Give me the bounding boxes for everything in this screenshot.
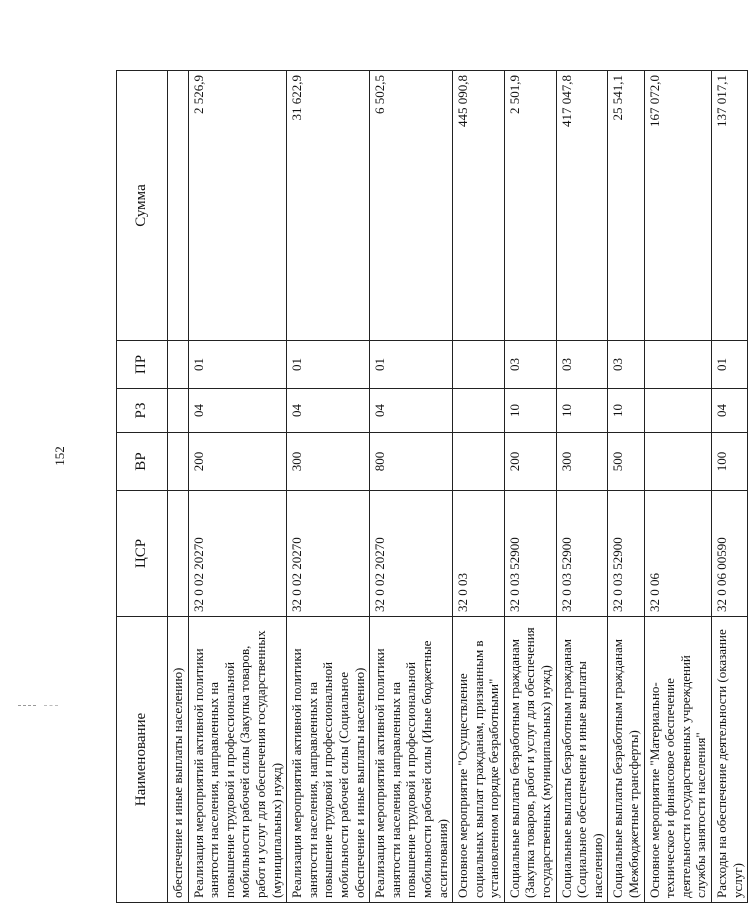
cell-vr: 500: [608, 433, 644, 491]
header-pr: ПР: [117, 341, 168, 389]
cell-sum: 25 541,1: [608, 71, 644, 341]
cell-sum: [168, 71, 189, 341]
cell-sum: 137 017,1: [712, 71, 748, 341]
budget-table: [116, 70, 748, 903]
cell-name: обеспечение и иные выплаты населению): [168, 617, 189, 903]
table-row: [504, 71, 556, 903]
cell-name: Расходы на обеспечение деятельности (оказание услуг): [712, 617, 748, 903]
cell-vr: [453, 433, 505, 491]
cell-name: Реализация мероприятий активной политики занятости населения, направленных на повышение трудовой и профессиональной мобильности рабочей силы (Иные бюджетные ассигнования): [370, 617, 453, 903]
table-row: [712, 71, 748, 903]
table-row: [608, 71, 644, 903]
cell-csr: 32 0 06 00590: [712, 491, 748, 617]
cell-vr: 200: [188, 433, 287, 491]
cell-sum: 167 072,0: [644, 71, 711, 341]
cell-vr: 200: [504, 433, 556, 491]
table-header-row: [117, 71, 168, 903]
table-row: [188, 71, 287, 903]
cell-rz: 04: [188, 389, 287, 433]
header-csr: ЦСР: [117, 491, 168, 617]
cell-rz: 04: [370, 389, 453, 433]
cell-csr: 32 0 03 52900: [608, 491, 644, 617]
cell-pr: [644, 341, 711, 389]
cell-name: Реализация мероприятий активной политики занятости населения, направленных на повышение трудовой и профессиональной мобильности рабочей силы (Закупка товаров, работ и услуг для обеспечения государственных (муниципальных) нужд): [188, 617, 287, 903]
cell-sum: 417 047,8: [556, 71, 608, 341]
table-row: [370, 71, 453, 903]
cell-csr: 32 0 02 20270: [188, 491, 287, 617]
rotated-table-container: [116, 71, 745, 903]
cell-csr: 32 0 03 52900: [504, 491, 556, 617]
cell-vr: 800: [370, 433, 453, 491]
cell-pr: 01: [370, 341, 453, 389]
cell-rz: 10: [504, 389, 556, 433]
table-row: [453, 71, 505, 903]
cell-sum: 6 502,5: [370, 71, 453, 341]
cell-pr: 01: [712, 341, 748, 389]
cell-pr: 03: [608, 341, 644, 389]
cell-vr: [168, 433, 189, 491]
cell-sum: 2 526,9: [188, 71, 287, 341]
cell-sum: 445 090,8: [453, 71, 505, 341]
table-area: [116, 71, 745, 903]
cell-csr: 32 0 06: [644, 491, 711, 617]
table-row: [644, 71, 711, 903]
cell-pr: [168, 341, 189, 389]
page-number: 152: [51, 446, 67, 466]
margin-mark: [44, 705, 58, 706]
cell-vr: 100: [712, 433, 748, 491]
cell-name: Социальные выплаты безработным гражданам (Закупка товаров, работ и услуг для обеспечения государственных (муниципальных) нужд): [504, 617, 556, 903]
header-name: Наименование: [117, 617, 168, 903]
cell-pr: 03: [556, 341, 608, 389]
cell-rz: 10: [556, 389, 608, 433]
cell-rz: 04: [287, 389, 370, 433]
cell-rz: 10: [608, 389, 644, 433]
margin-mark: [18, 705, 36, 706]
table-row: [168, 71, 189, 903]
cell-vr: [644, 433, 711, 491]
cell-name: Социальные выплаты безработным гражданам (Межбюджетные трансферты): [608, 617, 644, 903]
cell-pr: 01: [188, 341, 287, 389]
table-row: [556, 71, 608, 903]
cell-pr: 03: [504, 341, 556, 389]
cell-name: Основное мероприятие "Материально-техническое и финансовое обеспечение деятельности государственных учреждений службы занятости населения": [644, 617, 711, 903]
cell-vr: 300: [556, 433, 608, 491]
cell-vr: 300: [287, 433, 370, 491]
cell-csr: 32 0 02 20270: [287, 491, 370, 617]
cell-name: Реализация мероприятий активной политики занятости населения, направленных на повышение трудовой и профессиональной мобильности рабочей силы (Социальное обеспечение и иные выплаты населению): [287, 617, 370, 903]
cell-csr: 32 0 02 20270: [370, 491, 453, 617]
cell-pr: 01: [287, 341, 370, 389]
cell-sum: 2 501,9: [504, 71, 556, 341]
cell-rz: [644, 389, 711, 433]
cell-rz: 04: [712, 389, 748, 433]
cell-rz: [168, 389, 189, 433]
header-sum: Сумма: [117, 71, 168, 341]
cell-rz: [453, 389, 505, 433]
cell-name: Социальные выплаты безработным гражданам (Социальное обеспечение и иные выплаты населению): [556, 617, 608, 903]
cell-csr: [168, 491, 189, 617]
header-vr: ВР: [117, 433, 168, 491]
table-row: [287, 71, 370, 903]
cell-csr: 32 0 03 52900: [556, 491, 608, 617]
cell-name: Основное мероприятие "Осуществление социальных выплат гражданам, признанным в установленном порядке безработными": [453, 617, 505, 903]
header-rz: РЗ: [117, 389, 168, 433]
cell-sum: 31 622,9: [287, 71, 370, 341]
cell-pr: [453, 341, 505, 389]
cell-csr: 32 0 03: [453, 491, 505, 617]
